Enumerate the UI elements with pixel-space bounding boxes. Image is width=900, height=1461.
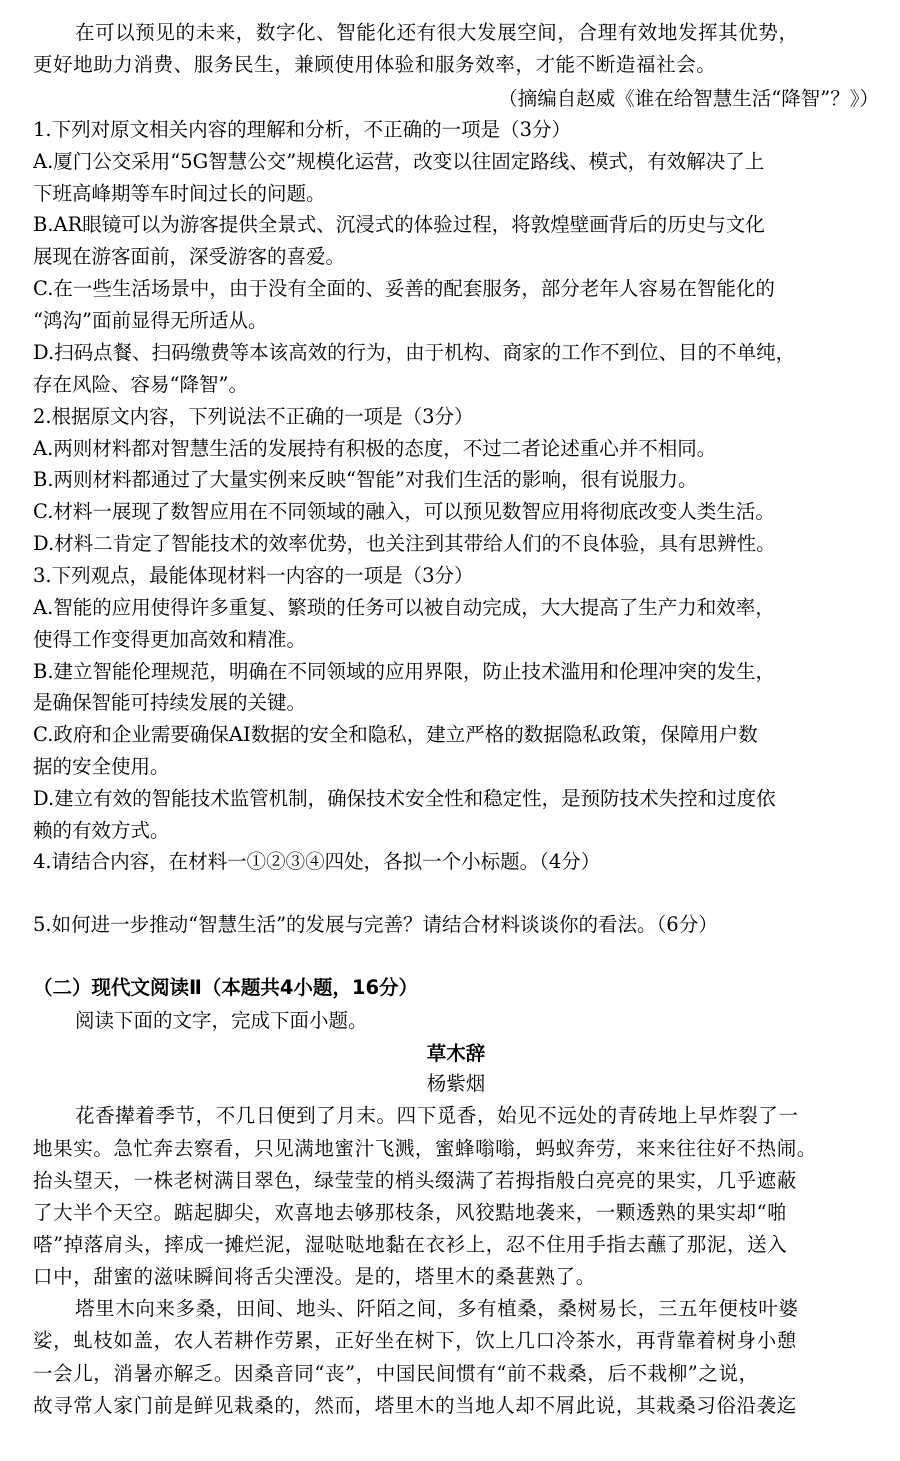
question-2-stem: 2.根据原文内容，下列说法不正确的一项是（3分） [33, 405, 474, 428]
question-1-option-c: C.在一些生活场景中，由于没有全面的、妥善的配套服务，部分老年人容易在智能化的 [33, 277, 775, 300]
question-3-option-a-cont: 使得工作变得更加高效和精准。 [33, 628, 307, 651]
question-4-stem: 4.请结合内容，在材料一①②③④四处，各拟一个小标题。（4分） [33, 850, 601, 873]
question-3-option-d: D.建立有效的智能技术监管机制，确保技术安全性和稳定性，是预防技术失控和过度依 [33, 787, 776, 810]
question-3-option-c-cont: 据的安全使用。 [33, 755, 170, 778]
question-1-option-b: B.AR眼镜可以为游客提供全景式、沉浸式的体验过程，将敦煌壁画背后的历史与文化 [33, 213, 765, 236]
question-2-option-a: A.两则材料都对智慧生活的发展持有积极的态度，不过二者论述重心并不相同。 [33, 437, 717, 460]
question-1-stem: 1.下列对原文相关内容的理解和分析，不正确的一项是（3分） [33, 118, 572, 141]
essay-paragraph-line: 故寻常人家门前是鲜见栽桑的，然而，塔里木的当地人却不屑此说，其栽桑习俗沿袭迄 [33, 1394, 797, 1417]
question-2-option-c: C.材料一展现了数智应用在不同领域的融入，可以预见数智应用将彻底改变人类生活。 [33, 500, 775, 523]
question-1-option-a-cont: 下班高峰期等车时间过长的问题。 [33, 182, 326, 205]
question-2-option-d: D.材料二肯定了智能技术的效率优势，也关注到其带给人们的不良体验，具有思辨性。 [33, 532, 776, 555]
question-3-option-b: B.建立智能伦理规范，明确在不同领域的应用界限，防止技术滥用和伦理冲突的发生， [33, 660, 776, 683]
question-3-option-c: C.政府和企业需要确保AI数据的安全和隐私，建立严格的数据隐私政策，保障用户数 [33, 723, 758, 746]
material-one-source: （摘编自赵威《谁在给智慧生活“降智”？》） [498, 87, 879, 110]
question-1-option-b-cont: 展现在游客面前，深受游客的喜爱。 [33, 245, 346, 268]
question-3-option-d-cont: 赖的有效方式。 [33, 819, 170, 842]
essay-paragraph-line: 娑，虬枝如盖，农人若耕作劳累，正好坐在树下，饮上几口冷茶水，再背靠着树身小憩 [33, 1329, 797, 1352]
material-one-closing-line: 在可以预见的未来，数字化、智能化还有很大发展空间，合理有效地发挥其优势， [75, 21, 799, 44]
essay-paragraph-line: 口中，甜蜜的滋味瞬间将舌尖湮没。是的，塔里木的桑葚熟了。 [33, 1265, 596, 1288]
section-instruction: 阅读下面的文字，完成下面小题。 [75, 1009, 368, 1032]
essay-author: 杨紫烟 [426, 1072, 486, 1095]
essay-paragraph-line: 嗒”掉落肩头，摔成一摊烂泥，湿哒哒地黏在衣衫上，忍不住用手指去蘸了那泥，送入 [33, 1233, 788, 1256]
essay-paragraph-line: 地果实。急忙奔去察看，只见满地蜜汁飞溅，蜜蜂嗡嗡，蚂蚁奔劳，来来往往好不热闹。 [33, 1137, 817, 1160]
essay-title: 草木辞 [426, 1042, 486, 1065]
essay-paragraph-line: 花香撵着季节，不几日便到了月末。四下觅香，始见不远处的青砖地上早炸裂了一 [75, 1104, 799, 1127]
material-one-closing-line: 更好地助力消费、服务民生，兼顾使用体验和服务效率，才能不断造福社会。 [33, 53, 717, 76]
question-1-option-d-cont: 存在风险、容易“降智”。 [33, 373, 248, 396]
question-3-option-a: A.智能的应用使得许多重复、繁琐的任务可以被自动完成，大大提高了生产力和效率， [33, 596, 775, 619]
essay-paragraph-line: 塔里木向来多桑，田间、地头、阡陌之间，多有植桑，桑树易长，三五年便枝叶婆 [75, 1297, 799, 1320]
question-2-option-b: B.两则材料都通过了大量实例来反映“智能”对我们生活的影响，很有说服力。 [33, 468, 698, 491]
essay-paragraph-line: 一会儿，消暑亦解乏。因桑音同“丧”，中国民间惯有“前不栽桑，后不栽柳”之说， [33, 1362, 759, 1385]
question-3-stem: 3.下列观点，最能体现材料一内容的一项是（3分） [33, 564, 474, 587]
essay-paragraph-line: 抬头望天，一株老树满目翠色，绿莹莹的梢头缀满了若拇指般白亮亮的果实，几乎遮蔽 [33, 1169, 797, 1192]
essay-paragraph-line: 了大半个天空。踮起脚尖，欢喜地去够那枝条，风狡黠地袭来，一颗透熟的果实却“啪 [33, 1201, 788, 1224]
question-5-stem: 5.如何进一步推动“智慧生活”的发展与完善？请结合材料谈谈你的看法。（6分） [33, 913, 718, 936]
question-1-option-c-cont: “鸿沟”面前显得无所适从。 [33, 309, 268, 332]
question-1-option-d: D.扫码点餐、扫码缴费等本该高效的行为，由于机构、商家的工作不到位、目的不单纯， [33, 341, 796, 364]
question-3-option-b-cont: 是确保智能可持续发展的关键。 [33, 691, 307, 714]
section-heading: （二）现代文阅读Ⅱ（本题共4小题，16分） [33, 976, 419, 999]
question-1-option-a: A.厦门公交采用“5G智慧公交”规模化运营，改变以往固定路线、模式，有效解决了上 [33, 150, 765, 173]
